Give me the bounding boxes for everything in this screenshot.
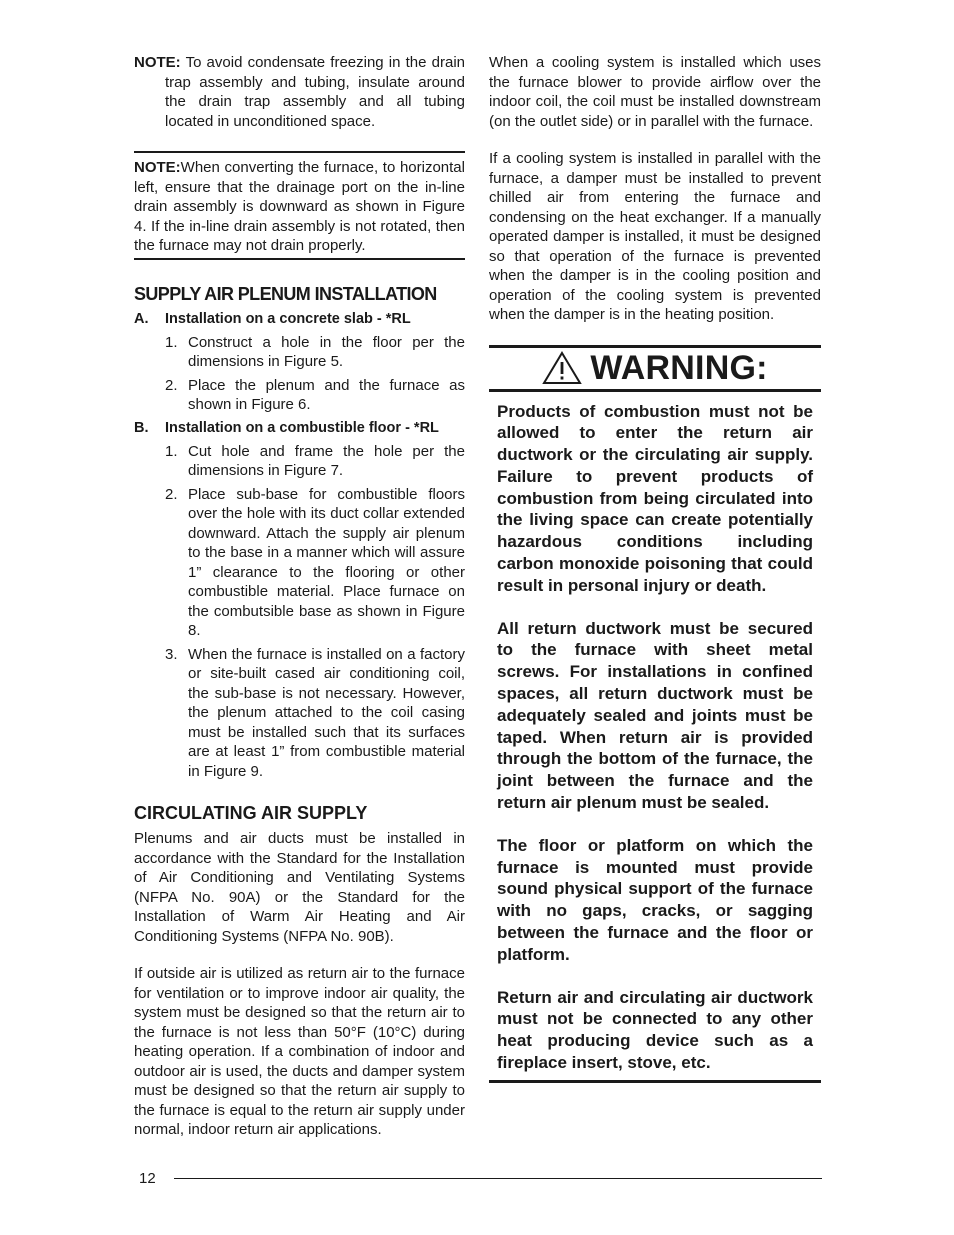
warning-paragraph-ductwork: All return ductwork must be secured to the furnace with sheet metal screws. For installations in confined spaces, all return ductwork must be adequately sealed and joints must be taped. When return air is provided through the bottom of the furnace, the joint between the furnace and the return air plenum must be sealed. [497, 618, 813, 813]
note-condensate [134, 53, 465, 131]
note-label: NOTE: [134, 54, 181, 71]
footer-rule [174, 1178, 822, 1179]
warning-box [489, 345, 821, 1083]
note-horizontal-conversion [134, 158, 465, 256]
warning-title: WARNING: [590, 349, 768, 387]
warning-bottom-rule [489, 1080, 821, 1083]
right-column [489, 53, 821, 1083]
list-item [134, 442, 465, 481]
divider [134, 258, 465, 260]
subheading-title: Installation on a combustible floor - *RL [165, 419, 439, 436]
list-item [134, 485, 465, 641]
warning-paragraph-other-device: Return air and circulating air ductwork must not be connected to any other heat producing device such as a fireplace insert, stove, etc. [497, 987, 813, 1073]
cooling-downstream-paragraph: When a cooling system is installed which uses the furnace blower to provide airflow over the indoor coil, the coil must be installed downstream (on the outlet side) or in parallel with the furnace. [489, 54, 821, 130]
note-label: NOTE: [134, 159, 181, 176]
step-text: Place the plenum and the furnace as shown in Figure 6. [188, 376, 465, 413]
step-text: Cut hole and frame the hole per the dimensions in Figure 7. [188, 442, 465, 479]
subheading-concrete-slab [134, 310, 465, 329]
page-number: 12 [139, 1170, 156, 1187]
step-text: When the furnace is installed on a factory or site-built cased air conditioning coil, the sub-base is not necessary. However, the plenum attached to the coil casing must be installed such that its surfaces are at least 1” from combustible material in Figure 9. [188, 645, 465, 780]
step-text: Place sub-base for combustible floors over the hole with its duct collar extended downward. Attach the supply air plenum to the base in a manner which will assure 1” clearance to the flooring or other combustible material. Place furnace on the combutsible base as shown in Figure 8. [188, 485, 465, 639]
warning-body [489, 392, 821, 1080]
list-item [134, 333, 465, 372]
step-text: Construct a hole in the floor per the dimensions in Figure 5. [188, 333, 465, 370]
cooling-parallel-paragraph: If a cooling system is installed in parallel with the furnace, a damper must be installed to prevent chilled air from entering the furnace and condensing on the heat exchanger. If a manually operated damper is installed, it must be designed so that operation of the furnace is prevented when the damper is in the cooling position and operation of the cooling system is prevented when the damper is in the heating position. [489, 150, 821, 323]
step-number: 2. [165, 485, 178, 503]
left-column [134, 53, 465, 1140]
concrete-slab-steps [134, 333, 465, 415]
subheading-combustible-floor [134, 419, 465, 438]
step-number: 1. [165, 442, 178, 460]
circulating-air-supply-heading: CIRCULATING AIR SUPPLY [134, 803, 368, 823]
combustible-floor-steps [134, 442, 465, 782]
circulating-paragraph-outside-air: If outside air is utilized as return air to the furnace for ventilation or to improve indoor air quality, the system must be designed so that the return air to the furnace is not less than 50°F (10°C) during heating operation. If a combination of indoor and outdoor air is used, the ducts and damper system must be designed so that the return air supply to the furnace is equal to the return air supply under normal, indoor return air applications. [134, 965, 465, 1138]
note-text: When converting the furnace, to horizontal left, ensure that the drainage port on the in-line drain assembly is downward as shown in Figure 4. If the in-line drain assembly is not rotated, then the furnace may not drain properly. [134, 159, 465, 254]
step-number: 3. [165, 645, 178, 663]
step-number: 2. [165, 376, 178, 394]
circulating-paragraph-standards: Plenums and air ducts must be installed in accordance with the Standard for the Installation of Air Conditioning and Ventilating Systems (NFPA No. 90A) or the Standard for the Installation of Warm Air Heating and Air Conditioning Systems (NFPA No. 90B). [134, 830, 465, 945]
warning-paragraph-floor: The floor or platform on which the furnace is mounted must provide sound physical support of the furnace with no gaps, cracks, or sagging between the furnace and the floor or platform. [497, 835, 813, 964]
subheading-title: Installation on a concrete slab - *RL [165, 310, 411, 327]
list-item [134, 645, 465, 782]
subheading-letter: B. [134, 419, 149, 436]
supply-air-plenum-heading: SUPPLY AIR PLENUM INSTALLATION [134, 283, 437, 304]
warning-header [489, 345, 821, 392]
list-item [134, 376, 465, 415]
subheading-letter: A. [134, 310, 149, 327]
note-text: To avoid condensate freezing in the drain trap assembly and tubing, insulate around the drain trap assembly and all tubing located in unconditioned space. [165, 54, 465, 130]
step-number: 1. [165, 333, 178, 351]
warning-triangle-icon [542, 351, 582, 385]
divider [134, 151, 465, 153]
warning-paragraph-combustion: Products of combustion must not be allowed to enter the return air ductwork or the circulating air supply. Failure to prevent products of combustion from being circulated into the living space can create potentially hazardous conditions including carbon monoxide poisoning that could result in personal injury or death. [497, 401, 813, 595]
